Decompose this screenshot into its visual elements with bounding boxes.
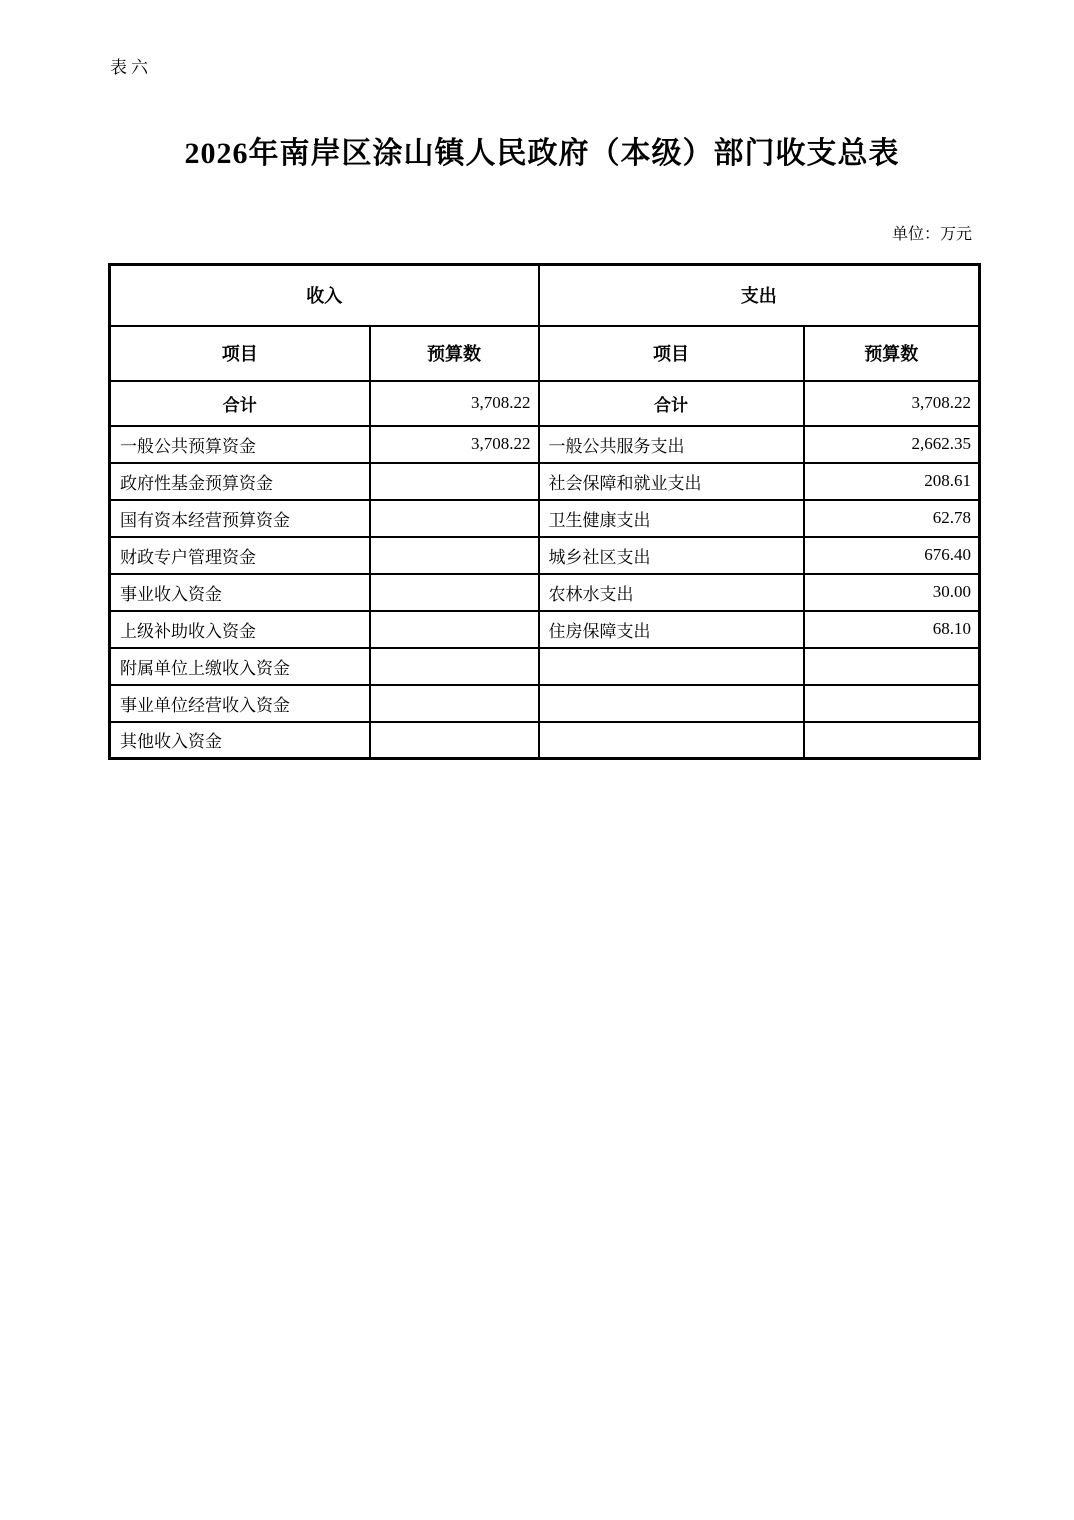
income-value-cell (370, 500, 539, 537)
expense-item-cell: 住房保障支出 (539, 611, 804, 648)
income-value-cell (370, 463, 539, 500)
income-value-cell: 3,708.22 (370, 381, 539, 426)
expense-item-cell (539, 722, 804, 759)
table-row (110, 426, 980, 463)
expense-item-cell (539, 685, 804, 722)
expense-value-cell: 676.40 (804, 537, 980, 574)
expense-item-cell (539, 648, 804, 685)
table-row (110, 722, 980, 759)
expense-item-cell: 合计 (539, 381, 804, 426)
expense-item-cell: 城乡社区支出 (539, 537, 804, 574)
table-row (110, 685, 980, 722)
income-budget-column-header: 预算数 (370, 326, 539, 381)
expense-item-cell: 卫生健康支出 (539, 500, 804, 537)
unit-note: 单位：万元 (891, 226, 972, 243)
table-row-total (110, 381, 980, 426)
expense-value-cell: 30.00 (804, 574, 980, 611)
budget-summary-table (108, 263, 981, 760)
expense-item-cell: 社会保障和就业支出 (539, 463, 804, 500)
section-header-row (110, 265, 980, 326)
income-value-cell (370, 537, 539, 574)
income-value-cell: 3,708.22 (370, 426, 539, 463)
expense-item-cell: 一般公共服务支出 (539, 426, 804, 463)
expense-value-cell: 62.78 (804, 500, 980, 537)
income-item-column-header: 项目 (110, 326, 370, 381)
expense-budget-column-header: 预算数 (804, 326, 980, 381)
income-item-cell: 事业单位经营收入资金 (110, 685, 370, 722)
income-value-cell (370, 685, 539, 722)
income-item-cell: 政府性基金预算资金 (110, 463, 370, 500)
table-row (110, 648, 980, 685)
income-item-cell: 国有资本经营预算资金 (110, 500, 370, 537)
expense-value-cell: 208.61 (804, 463, 980, 500)
expense-value-cell: 3,708.22 (804, 381, 980, 426)
expense-item-cell: 农林水支出 (539, 574, 804, 611)
income-value-cell (370, 648, 539, 685)
income-item-cell: 附属单位上缴收入资金 (110, 648, 370, 685)
table-row (110, 537, 980, 574)
column-header-row (110, 326, 980, 381)
expense-value-cell: 68.10 (804, 611, 980, 648)
income-value-cell (370, 574, 539, 611)
income-item-cell: 事业收入资金 (110, 574, 370, 611)
table-row (110, 500, 980, 537)
table-row (110, 463, 980, 500)
income-item-cell: 上级补助收入资金 (110, 611, 370, 648)
expense-item-column-header: 项目 (539, 326, 804, 381)
income-item-cell: 合计 (110, 381, 370, 426)
page-title: 2026年南岸区涂山镇人民政府（本级）部门收支总表 (184, 137, 900, 170)
income-item-cell: 其他收入资金 (110, 722, 370, 759)
income-section-header: 收入 (110, 265, 539, 326)
table-number-label: 表六 (110, 58, 152, 77)
expense-value-cell (804, 722, 980, 759)
income-value-cell (370, 611, 539, 648)
table-row (110, 611, 980, 648)
expense-section-header: 支出 (539, 265, 980, 326)
expense-value-cell (804, 648, 980, 685)
income-item-cell: 一般公共预算资金 (110, 426, 370, 463)
income-item-cell: 财政专户管理资金 (110, 537, 370, 574)
expense-value-cell: 2,662.35 (804, 426, 980, 463)
table-row (110, 574, 980, 611)
expense-value-cell (804, 685, 980, 722)
income-value-cell (370, 722, 539, 759)
